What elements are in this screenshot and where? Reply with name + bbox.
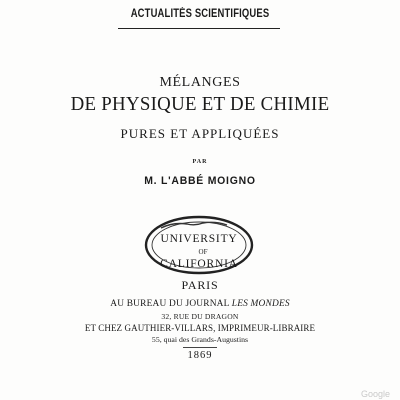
imprint-rule (183, 347, 217, 348)
imprint-city: PARIS (181, 278, 219, 292)
publication-year: 1869 (187, 350, 213, 361)
journal-name: LES MONDES (231, 299, 290, 309)
book-title-line-1: MÉLANGES (159, 75, 241, 90)
stamp-worn-marks (161, 222, 227, 228)
stamp-text-university: UNIVERSITY (160, 233, 238, 245)
byline-par: PAR (192, 159, 208, 165)
stamp-text-of: OF (198, 248, 208, 256)
imprint-address-1: 32, RUE DU DRAGON (161, 312, 239, 321)
series-title: ACTUALITÉS SCIENTIFIQUES (130, 8, 270, 20)
stamp-text-california: CALIFORNIA (160, 258, 238, 270)
author-name: M. L'ABBÉ MOIGNO (144, 175, 256, 187)
imprint-address-2: 55, quai des Grands-Augustins (151, 335, 249, 344)
publisher-prefix: AU BUREAU DU JOURNAL (110, 299, 232, 309)
imprint-publisher-2: ET CHEZ GAUTHIER-VILLARS, IMPRIMEUR-LIBRAIRE (84, 323, 316, 333)
google-watermark: Google (360, 389, 390, 399)
header-rule (118, 28, 280, 29)
book-subtitle: PURES ET APPLIQUÉES (120, 126, 280, 141)
imprint-publisher-1 (0, 299, 400, 309)
book-title-line-2: DE PHYSIQUE ET DE CHIMIE (70, 93, 330, 115)
library-stamp (143, 214, 255, 276)
